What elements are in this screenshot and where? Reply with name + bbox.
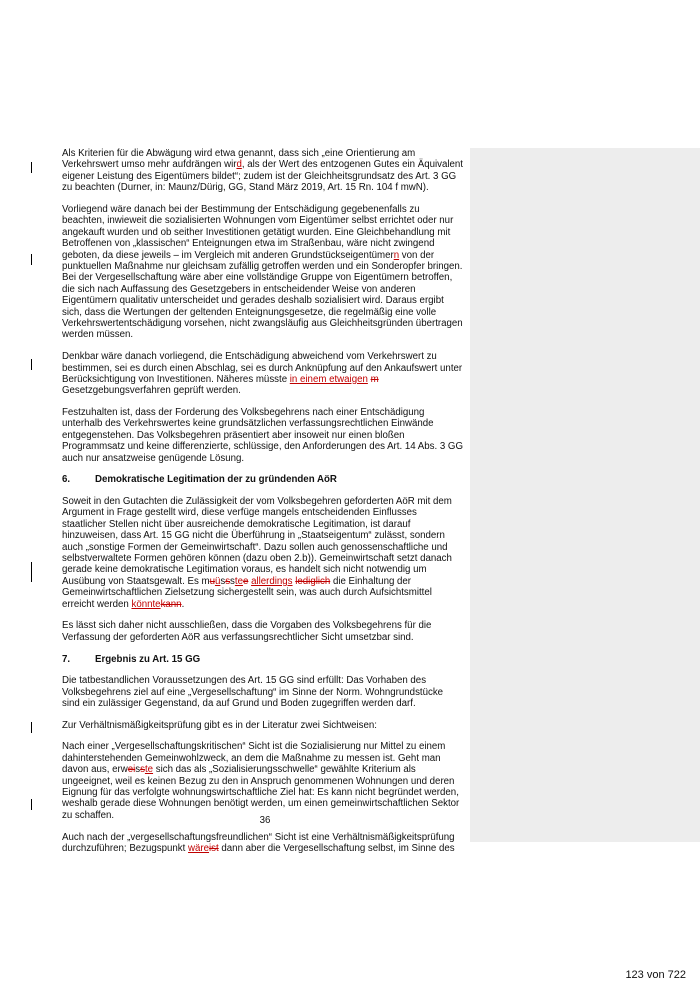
section-title: Ergebnis zu Art. 15 GG — [95, 653, 201, 665]
tracked-deletion[interactable]: u — [209, 575, 215, 587]
comment-balloon-area — [470, 148, 700, 842]
paragraph: Festzuhalten ist, dass der Forderung des Volksbegehrens nach einer Entschädigung unterhalb des Verkehrswertes keine grundsätzlichen verfassungsrechtlichen Einwände entgegenstehen. Das Volksbegehren präsentiert aber insoweit nur einen bloßen Programmsatz und keine differenzierte, schlüssige, den Anforderungen des Art. 14 Abs. 3 GG auch nur ansatzweise genügende Lösung. — [62, 407, 464, 464]
change-bar — [31, 799, 32, 810]
tracked-deletion[interactable]: ei — [127, 764, 136, 776]
change-bar — [31, 254, 32, 265]
tracked-deletion[interactable]: s — [225, 575, 231, 587]
section-heading — [62, 654, 463, 665]
paragraph: Als Kriterien für die Abwägung wird etwa genannt, dass sich „eine Orientierung am Verkehrswert umso mehr aufdrängen wird, als der Wert des entzogenen Gutes ein Äquivalent eigener Leistung des Eigentümers bildet“; zudem ist der Gleichheitsgrundsatz des Art. 3 GG zu beachten (Durner, in: Maunz/Dürig, GG, Stand März 2019, Art. 15 Rn. 104 f mwN). — [62, 148, 463, 194]
paragraph: Soweit in den Gutachten die Zulässigkeit der vom Volksbegehren geforderten AöR mit dem Argument in Frage gestellt wird, diese verfüge mangels entscheidenden Einflusses staatlicher Stellen nicht über ausreichende demokratische Legitimation, ist darauf hinzuweisen, dass Art. 15 GG nicht die Überführung in „Staatseigentum“ zulässt, sondern auch „sonstige Formen der Gemeinwirtschaft“. Dazu sollen auch genossenschaftliche und selbstverwaltete Formen gehören können (dazu oben 2.b)). Gemeinwirtschaft setzt danach gerade keine demokratische Legitimation voraus, es handelt sich nicht notwendig um Ausübung von Staatsgewalt. Es muüssstee allerdings lediglich die Einhaltung der Gemeinwirtschaftlichen Zielsetzung sichergestellt sein, was auch durch Aufsichtsmittel erreicht werden könntekann. — [62, 496, 452, 610]
document-body — [62, 148, 463, 865]
paragraph: Auch nach der „vergesellschaftungsfreundlichen“ Sicht ist eine Verhältnismäßigkeitsprüfung durchzuführen; Bezugspunkt wäreist dann aber die Vergesellschaftung selbst, im Sinne des — [62, 831, 455, 854]
section-heading — [62, 474, 463, 485]
tracked-insertion[interactable]: allerdings — [251, 575, 293, 587]
tracked-insertion[interactable]: wäre — [188, 842, 210, 854]
tracked-insertion[interactable]: ü — [214, 575, 221, 587]
paragraph: Nach einer „Vergesellschaftungskritischen“ Sicht ist die Sozialisierung nur Mittel zu einem dahinterstehenden Gemeinwohlzweck, an dem die Maßnahme zu messen ist. Geht man davon aus, erweisste sich das als „Sozialisierungsschwelle“ gewählte Kriterium als ungeeignet, weil es keinen Bezug zu den in Anspruch genommenen Wohnungen und deren Eignung für das verfolgte wohnungswirtschaftliche Ziel hat: Es kann nicht begründet werden, weshalb gerade diese Wohnungen benötigt werden, um einen gemeinwirtschaftlichen Sektor zu schaffen. — [62, 741, 460, 821]
change-bar — [31, 722, 32, 733]
change-bar — [31, 359, 32, 370]
change-bar — [31, 162, 32, 173]
paragraph: Vorliegend wäre danach bei der Bestimmung der Entschädigung gegebenenfalls zu beachten, inwieweit die sozialisierten Wohnungen vom Eigentümer selbst errichtet oder nur angekauft wurden und ob seither Investitionen getätigt wurden. Eine Gleichbehandlung mit Betroffenen von „klassischen“ Enteignungen etwa im Straßenbau, wäre nicht zwingend geboten, da diese jeweils – im Vergleich mit anderen Grundstückseigentümern von der punktuellen Maßnahme nur gleichsam zufällig getroffen werden und ein Sonderopfer bringen. Bei der Vergesellschaftung wäre aber eine vollständige Gruppe von Eigentümern betroffen, die sich nach Auffassung des Gesetzgebers in entscheidender Weise von anderen Eigentümern qualitativ unterscheidet und gerades deshalb sozialisiert wird. Daraus ergibt sich, dass die Wertungen der geltenden Enteignungsgesetze, die regelmäßig eine volle Verkehrswertentschädigung vorsehen, nicht zwangsläufig aus Gleichheitsgründen übertragen werden müssen. — [62, 203, 463, 341]
tracked-deletion[interactable]: lediglich — [295, 575, 331, 587]
section-number: 7. — [62, 653, 71, 665]
paragraph: Die tatbestandlichen Voraussetzungen des Art. 15 GG sind erfüllt: Das Vorhaben des Volksbegehrens ziel auf eine „Vergesellschaftung“ im Sinne der Norm. Wohngrundstücke sind ein zulässiger Gegenstand, da auf Grund und Boden zugegriffen werden darf. — [62, 675, 444, 710]
tracked-insertion[interactable]: te — [144, 764, 154, 776]
tracked-insertion[interactable]: könnte — [131, 598, 161, 610]
tracked-insertion[interactable]: d — [236, 159, 242, 171]
paragraph: Zur Verhältnismäßigkeitsprüfung gibt es in der Literatur zwei Sichtweisen: — [62, 719, 377, 731]
section-title: Demokratische Legitimation der zu gründenden AöR — [95, 474, 337, 486]
tracked-insertion[interactable]: n — [393, 249, 400, 261]
paragraph: Es lässt sich daher nicht ausschließen, dass die Vorgaben des Volksbegehrens für die Verfassung der geforderten AöR aus verfassungsrechtlicher Sicht umsetzbar sind. — [62, 620, 432, 643]
tracked-deletion[interactable]: m — [370, 373, 379, 385]
tracked-deletion[interactable]: e — [242, 575, 249, 587]
paragraph: Denkbar wäre danach vorliegend, die Entschädigung abweichend vom Verkehrswert zu bestimmen, sei es durch einen Abschlag, sei es durch Anknüpfung auf den Ankaufswert unter Berücksichtigung von Investitionen. Näheres müsste in einem etwaigen m Gesetzgebungsverfahren geprüft werden. — [62, 351, 463, 397]
section-number: 6. — [62, 474, 71, 486]
tracked-insertion[interactable]: te — [234, 575, 243, 587]
tracked-deletion[interactable]: kann — [160, 598, 182, 610]
tracked-insertion[interactable]: in einem etwaigen — [289, 373, 368, 385]
tracked-deletion[interactable]: ist — [209, 842, 219, 854]
page-number: 36 — [259, 815, 271, 826]
tracked-deletion[interactable]: s — [140, 764, 145, 776]
change-bar — [31, 562, 32, 582]
page-counter: 123 von 722 — [625, 969, 686, 981]
